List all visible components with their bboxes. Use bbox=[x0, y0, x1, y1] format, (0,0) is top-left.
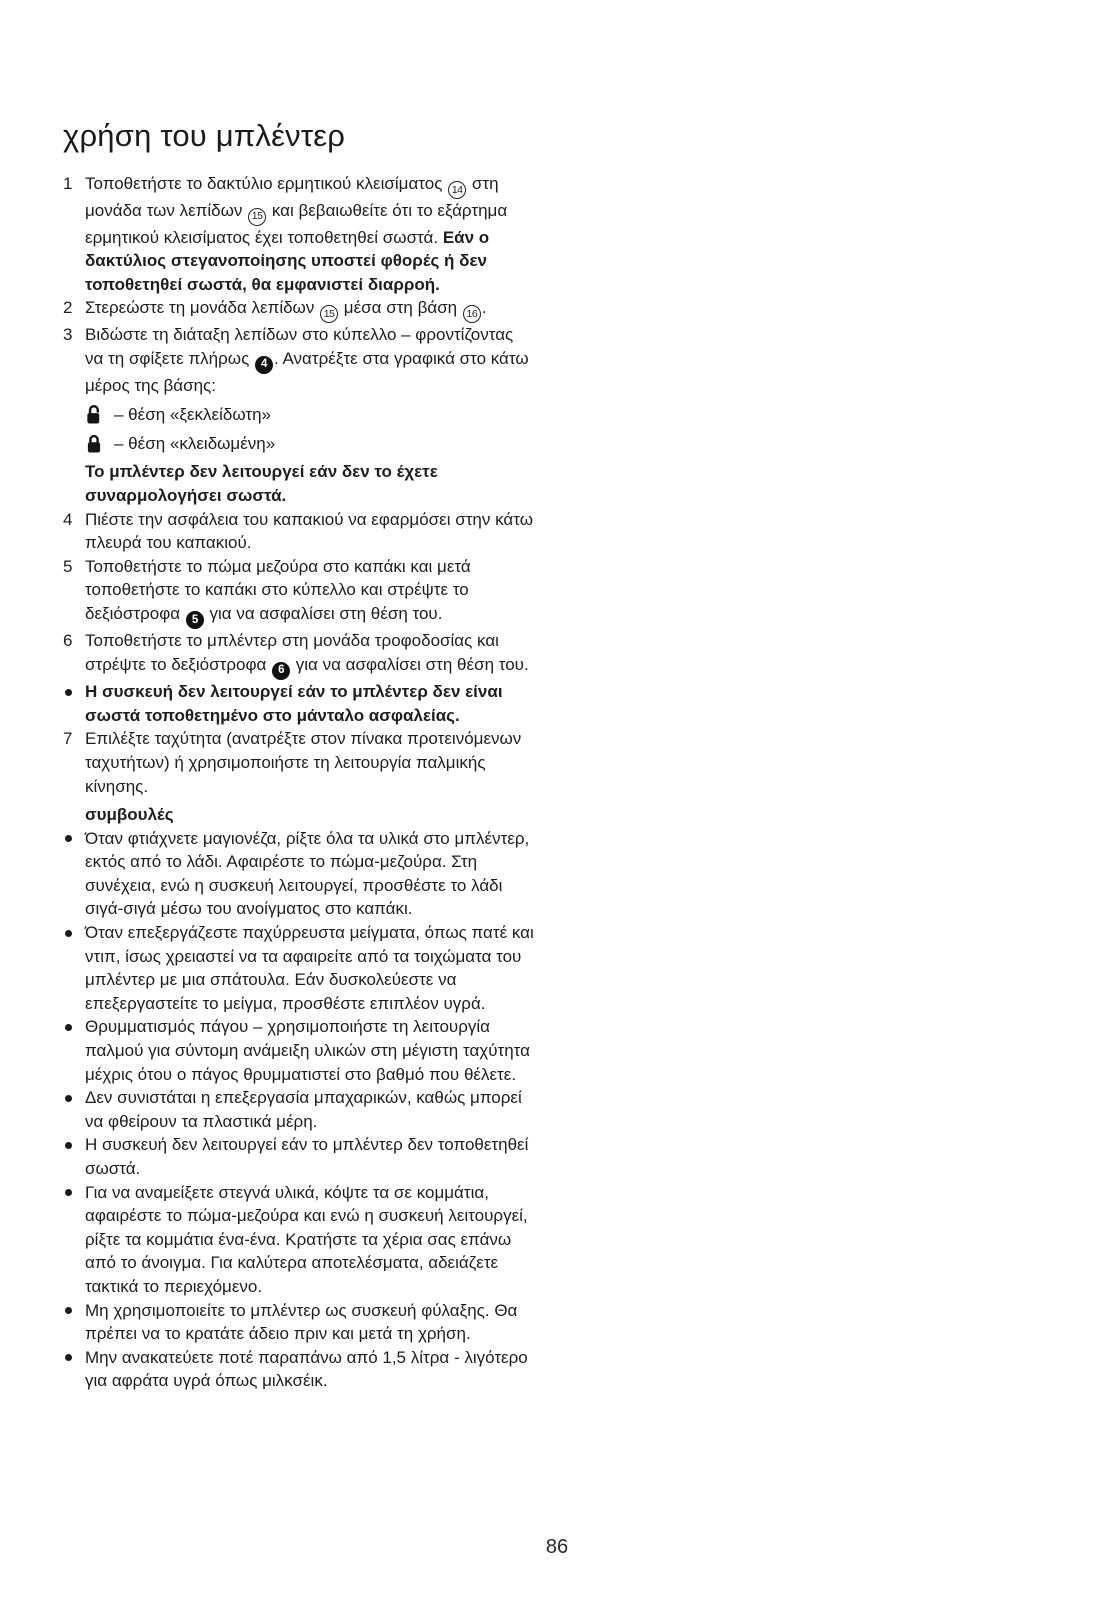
bullet-icon bbox=[65, 689, 72, 696]
numbered-step bbox=[63, 555, 535, 629]
text-run: – θέση «κλειδωμένη» bbox=[114, 433, 276, 453]
text-run: Μη χρησιμοποιείτε το μπλέντερ ως συσκευή φύλαξης. Θα πρέπει να το κρατάτε άδειο πριν και μετά τη χρήση. bbox=[85, 1300, 518, 1344]
item-text bbox=[85, 829, 529, 919]
item-text bbox=[85, 1017, 530, 1083]
bullet-icon bbox=[65, 930, 72, 937]
item-text bbox=[85, 1301, 517, 1344]
filled-circled-number-icon: 4 bbox=[255, 356, 273, 374]
item-text bbox=[85, 510, 533, 553]
item-text bbox=[85, 682, 503, 725]
text-run: Δεν συνιστάται η επεξεργασία μπαχαρικών, καθώς μπορεί να φθείρουν τα πλαστικά μέρη. bbox=[85, 1088, 522, 1131]
text-run: για να ασφαλίσει στη θέση του. bbox=[204, 604, 443, 624]
text-run: μέσα στη βάση bbox=[339, 298, 462, 318]
step-number: 2 bbox=[63, 298, 73, 318]
text-run: Στερεώστε τη μονάδα λεπίδων bbox=[85, 298, 320, 318]
text-run: . Ανατρέξτε στα γραφικά στο κάτω μέρος της βάσης: bbox=[85, 348, 529, 395]
numbered-step bbox=[63, 629, 535, 680]
step-number: 7 bbox=[63, 729, 73, 749]
text-run: Βιδώστε τη διάταξη λεπίδων στο κύπελλο – φροντίζοντας να τη σφίξετε πλήρως bbox=[85, 325, 514, 368]
bullet-item bbox=[63, 921, 535, 1015]
step-number: 5 bbox=[63, 556, 73, 576]
page-number: 86 bbox=[545, 1536, 569, 1558]
item-text bbox=[85, 631, 529, 677]
item-text bbox=[85, 174, 507, 294]
text-run: Θρυμματισμός πάγου – χρησιμοποιήστε τη λειτουργία παλμού για σύντομη ανάμειξη υλικών στη μέγιστη ταχύτητα μέχρις ότου ο πάγος θρυμματιστεί στο βαθμό που θέλετε. bbox=[85, 1017, 530, 1084]
text-run: Όταν φτιάχνετε μαγιονέζα, ρίξτε όλα τα υλικά στο μπλέντερ, εκτός από το λάδι. Αφαιρέστε το πώμα-μεζούρα. Στη συνέχεια, ενώ η συσκευή λειτουργεί, προσθέστε το λάδι σιγά-σιγά μέσω του ανοίγματος στο καπάκι. bbox=[85, 828, 530, 919]
step-number: 6 bbox=[63, 631, 73, 651]
numbered-step bbox=[63, 508, 535, 555]
text-run: για να ασφαλίσει στη θέση του. bbox=[291, 654, 529, 674]
step-number: 1 bbox=[63, 174, 73, 193]
text-run: Τοποθετήστε το πώμα μεζούρα στο καπάκι και μετά τοποθετήστε το καπάκι στο κύπελλο και στρέψτε το δεξιόστροφα bbox=[85, 556, 471, 624]
locked-icon bbox=[85, 432, 103, 454]
numbered-step bbox=[63, 727, 535, 798]
item-text bbox=[85, 729, 521, 795]
bullet-item bbox=[63, 680, 535, 727]
bullet-icon bbox=[65, 835, 72, 842]
bold-text-run: Το μπλέντερ δεν λειτουργεί εάν δεν το έχετε συναρμολογήσει σωστά. bbox=[85, 462, 438, 506]
item-text bbox=[85, 325, 529, 395]
numbered-step bbox=[63, 296, 535, 323]
lock-position-row bbox=[85, 402, 535, 426]
filled-circled-number-icon: 5 bbox=[186, 611, 204, 629]
bullet-icon bbox=[65, 1354, 72, 1361]
warning-note bbox=[63, 460, 535, 507]
outline-circled-number-icon: 14 bbox=[448, 181, 466, 199]
bullet-icon bbox=[65, 1095, 72, 1102]
item-text bbox=[85, 298, 487, 320]
bullet-item bbox=[63, 1181, 535, 1299]
text-run: και βεβαιωθείτε ότι το εξάρτημα ερμητικού κλεισίματος έχει τοποθετηθεί σωστά. bbox=[85, 200, 508, 247]
bold-text-run: Εάν ο δακτύλιος στεγανοποίησης υποστεί φθορές ή δεν τοποθετηθεί σωστά, θα εμφανιστεί διαρροή. bbox=[85, 227, 490, 294]
item-text bbox=[85, 1135, 528, 1178]
text-run: Τοποθετήστε το δακτύλιο ερμητικού κλεισίματος bbox=[85, 174, 448, 193]
filled-circled-number-icon: 6 bbox=[272, 662, 290, 680]
lock-position-row bbox=[85, 431, 535, 455]
bullet-icon bbox=[65, 1142, 72, 1149]
lock-position-label bbox=[114, 432, 275, 456]
outline-circled-number-icon: 15 bbox=[248, 208, 266, 226]
bullet-item bbox=[63, 1346, 535, 1393]
numbered-step bbox=[63, 323, 535, 397]
step-number: 4 bbox=[63, 509, 73, 529]
item-text bbox=[85, 1348, 528, 1391]
text-run: Για να αναμείξετε στεγνά υλικά, κόψτε τα σε κομμάτια, αφαιρέστε το πώμα-μεζούρα και ενώ η συσκευή λειτουργεί, ρίξτε τα κομμάτια ένα-ένα. Κρατήστε τα χέρια σας επάνω από το άνοιγμα. Για καλύτερα αποτελέσματα, αδειάζετε τακτικά το περιεχόμενο. bbox=[85, 1182, 528, 1296]
numbered-step bbox=[63, 172, 535, 296]
text-run: . bbox=[481, 298, 487, 318]
bullet-item bbox=[63, 1086, 535, 1133]
step-number: 3 bbox=[63, 325, 73, 345]
bullet-item bbox=[63, 1133, 535, 1180]
bullet-icon bbox=[65, 1189, 72, 1196]
item-text bbox=[85, 1183, 528, 1296]
outline-circled-number-icon: 15 bbox=[320, 305, 338, 323]
bullet-item bbox=[63, 1299, 535, 1346]
text-run: στη μονάδα των λεπίδων bbox=[85, 174, 499, 220]
bullet-item bbox=[63, 1015, 535, 1086]
item-text bbox=[85, 1088, 522, 1131]
text-run: Η συσκευή δεν λειτουργεί εάν το μπλέντερ δεν τοποθετηθεί σωστά. bbox=[85, 1135, 529, 1178]
tips-heading bbox=[63, 803, 535, 827]
text-run: Όταν επεξεργάζεστε παχύρρευστα μείγματα, όπως πατέ και ντιπ, ίσως χρειαστεί να τα αφαιρείτε από τα τοιχώματα του μπλέντερ με μια σπάτουλα. Εάν δυσκολεύεστε να επεξεργαστείτε το μείγμα, προσθέστε επιπλέον υγρά. bbox=[85, 923, 534, 1013]
text-run: Επιλέξτε ταχύτητα (ανατρέξτε στον πίνακα προτεινόμενων ταχυτήτων) ή χρησιμοποιήστε τη λειτουργία παλμικής κίνησης. bbox=[85, 729, 522, 796]
text-run: Τοποθετήστε το μπλέντερ στη μονάδα τροφοδοσίας και στρέψτε το δεξιόστροφα bbox=[85, 631, 499, 674]
text-run: Μην ανακατεύετε ποτέ παραπάνω από 1,5 λίτρα - λιγότερο για αφράτα υγρά όπως μιλκσέικ. bbox=[85, 1347, 528, 1391]
outline-circled-number-icon: 16 bbox=[463, 305, 481, 323]
bullet-icon bbox=[65, 1024, 72, 1031]
text-run: – θέση «ξεκλείδωτη» bbox=[114, 404, 272, 424]
bullet-icon bbox=[65, 1307, 72, 1314]
item-text bbox=[85, 556, 471, 626]
page-title: χρήση του μπλέντερ bbox=[63, 118, 346, 153]
bullet-item bbox=[63, 827, 535, 921]
text-run: Πιέστε την ασφάλεια του καπακιού να εφαρμόσει στην κάτω πλευρά του καπακιού. bbox=[85, 509, 533, 553]
bold-text-run: συμβουλές bbox=[85, 805, 174, 825]
lock-position-label bbox=[114, 403, 271, 427]
instruction-list bbox=[63, 172, 535, 1393]
bold-text-run: Η συσκευή δεν λειτουργεί εάν το μπλέντερ δεν είναι σωστά τοποθετημένο στο μάνταλο ασφαλείας. bbox=[85, 682, 503, 725]
unlocked-icon bbox=[85, 403, 103, 425]
manual-page bbox=[63, 118, 535, 1393]
item-text bbox=[85, 462, 438, 505]
item-text bbox=[85, 923, 534, 1013]
